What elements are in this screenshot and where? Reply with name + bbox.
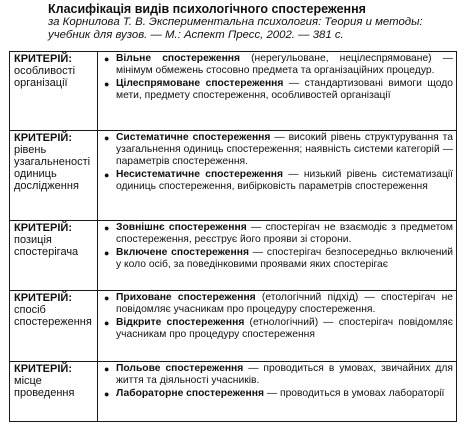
list-item [102, 222, 453, 246]
criterion-cell [10, 52, 98, 131]
observation-type-term: Приховане спостереження [116, 292, 256, 303]
observation-type-term: Включене спостереження [116, 247, 249, 258]
bullet-icon: ● [104, 318, 110, 328]
table-row [10, 221, 457, 291]
bullet-icon: ● [104, 248, 110, 258]
observation-type-description: (етнологічний) — спостерігач повідомляє учасникам про процедуру спостереження [116, 317, 453, 340]
observation-type-description: (нерегульоване, нецілеспрямоване) — мінімум обмежень стосовно предмета та організаційних процедур. [116, 53, 454, 76]
table-row [10, 291, 457, 362]
criterion-cell [10, 362, 98, 422]
list-item [102, 317, 453, 341]
observation-type-term: Несистематичне спостереження [116, 169, 284, 180]
observation-type-description: — високий рівень структурування та узагальнення одиниць спостереження; наявність системи категорій — параметрів спостереження. [116, 132, 453, 167]
bullet-icon: ● [104, 170, 110, 180]
types-cell [98, 291, 457, 362]
bullet-icon: ● [104, 364, 110, 374]
observation-type-description: — стандартизовані вимоги щодо мети, предмету спостереження, особливостей організації [116, 78, 453, 101]
observation-type-term: Лабораторне спостереження [116, 388, 264, 399]
criterion-name: місце проведення [14, 375, 75, 399]
bullet-icon: ● [104, 54, 110, 64]
observation-type-description: — низький рівень систематизації одиниць спостереження, вибірковість параметрів спостереження [116, 169, 453, 192]
classification-table [9, 51, 457, 422]
types-cell [98, 362, 457, 422]
observation-type-term: Цілеспрямоване спостереження [116, 78, 284, 89]
criterion-name: спосіб спостереження [14, 304, 92, 328]
list-item [102, 78, 453, 102]
criterion-name: позиція спостерігача [14, 234, 79, 258]
list-item [102, 388, 453, 400]
bullet-icon: ● [104, 389, 110, 399]
observation-type-term: Зовнішнє спостереження [116, 222, 247, 233]
criterion-label: КРИТЕРІЙ: [14, 363, 72, 375]
list-item [102, 247, 453, 271]
criterion-name: рівень узагальненості одиниць дослідження [14, 144, 91, 192]
criterion-cell [10, 131, 98, 221]
list-item [102, 169, 453, 193]
observation-type-term: Відкрите спостереження [116, 317, 245, 328]
list-item [102, 292, 453, 316]
list-item [102, 363, 453, 387]
criterion-label: КРИТЕРІЙ: [14, 53, 72, 65]
criterion-cell [10, 291, 98, 362]
table-row [10, 362, 457, 422]
observation-type-term: Систематичне спостереження [116, 132, 271, 143]
table-row [10, 52, 457, 131]
criterion-cell [10, 221, 98, 291]
bibliographic-reference: за Корниловa Т. В. Экспериментальна психология: Теория и методы: учебник для вузов. — М.: Аспект Пресс, 2002. — 381 с. [48, 16, 423, 41]
criterion-label: КРИТЕРІЙ: [14, 132, 72, 144]
bullet-icon: ● [104, 79, 110, 89]
criterion-label: КРИТЕРІЙ: [14, 222, 72, 234]
observation-type-term: Вільне спостереження [116, 53, 241, 64]
bullet-icon: ● [104, 223, 110, 233]
observation-type-description: — проводиться в умовах лабораторії [263, 388, 445, 399]
criterion-name: особливості організації [14, 65, 76, 89]
list-item [102, 132, 453, 168]
observation-type-description: (етологічний підхід) — спостерігач не повідомляє учасникам про процедуру спостереження. [116, 292, 453, 315]
observation-type-description: — спостерігач не взаємодіє з предметом спостереження, реєструє його прояви зі сторони. [116, 222, 453, 245]
criterion-label: КРИТЕРІЙ: [14, 292, 72, 304]
types-cell [98, 131, 457, 221]
list-item [102, 53, 453, 77]
observation-type-description: — спостерігач безпосередньо включений у коло осіб, за поведінковими проявами яких спостерігає [116, 247, 454, 270]
observation-type-term: Польове спостереження [116, 363, 244, 374]
types-cell [98, 52, 457, 131]
observation-type-description: — проводиться в умовах, звичайних для життя та діяльності учасників. [116, 363, 453, 386]
table-row [10, 131, 457, 221]
bullet-icon: ● [104, 293, 110, 303]
types-cell [98, 221, 457, 291]
bullet-icon: ● [104, 133, 110, 143]
page-title: Класифікація видів психологічного спостереження [48, 2, 366, 16]
